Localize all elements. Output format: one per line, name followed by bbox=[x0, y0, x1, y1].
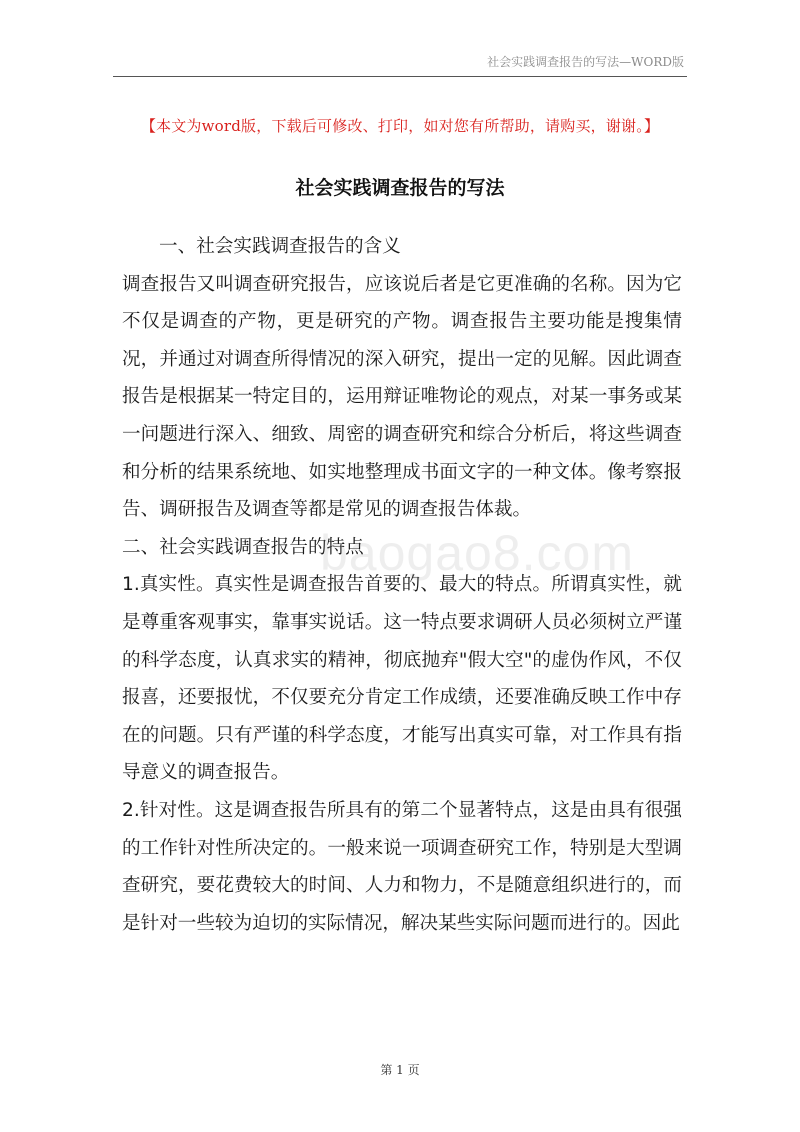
document-body bbox=[122, 228, 682, 942]
page-number: 第 1 页 bbox=[380, 1063, 420, 1077]
watermark: baogao8.com bbox=[320, 525, 635, 581]
section-heading-1: 一、社会实践调查报告的含义 bbox=[159, 236, 401, 257]
document-title: 社会实践调查报告的写法 bbox=[295, 177, 505, 199]
body-paragraph-authenticity: 1.真实性。真实性是调查报告首要的、最大的特点。所谓真实性，就是尊重客观事实，靠事实说话。这一特点要求调研人员必须树立严谨的科学态度，认真求实的精神，彻底抛弃"假大空"的虚伪作风，不仅报喜，还要报忧，不仅要充分肯定工作成绩，还要准确反映工作中存在的问题。只有严谨的科学态度，才能写出真实可靠，对工作具有指导意义的调查报告。 bbox=[122, 574, 682, 784]
body-paragraph-pertinence: 2.针对性。这是调查报告所具有的第二个显著特点，这是由具有很强的工作针对性所决定的。一般来说一项调查研究工作，特别是大型调查研究，要花费较大的时间、人力和物力，不是随意组织进行的，而是针对一些较为迫切的实际情况，解决某些实际问题而进行的。因此 bbox=[122, 799, 682, 934]
running-header: 社会实践调查报告的写法—WORD版 bbox=[487, 55, 684, 69]
body-paragraph-definition: 调查报告又叫调查研究报告，应该说后者是它更准确的名称。因为它不仅是调查的产物，更是研究的产物。调查报告主要功能是搜集情况，并通过对调查所得情况的深入研究，提出一定的见解。因此调查报告是根据某一特定目的，运用辩证唯物论的观点，对某一事务或某一问题进行深入、细致、周密的调查研究和综合分析后，将这些调查和分析的结果系统地、如实地整理成书面文字的一种文体。像考察报告、调研报告及调查等都是常见的调查报告体裁。 bbox=[122, 273, 682, 521]
section-heading-2: 二、社会实践调查报告的特点 bbox=[122, 536, 364, 558]
header-divider bbox=[113, 76, 687, 77]
download-notice: 【本文为word版，下载后可修改、打印，如对您有所帮助，请购买，谢谢。】 bbox=[140, 117, 660, 135]
